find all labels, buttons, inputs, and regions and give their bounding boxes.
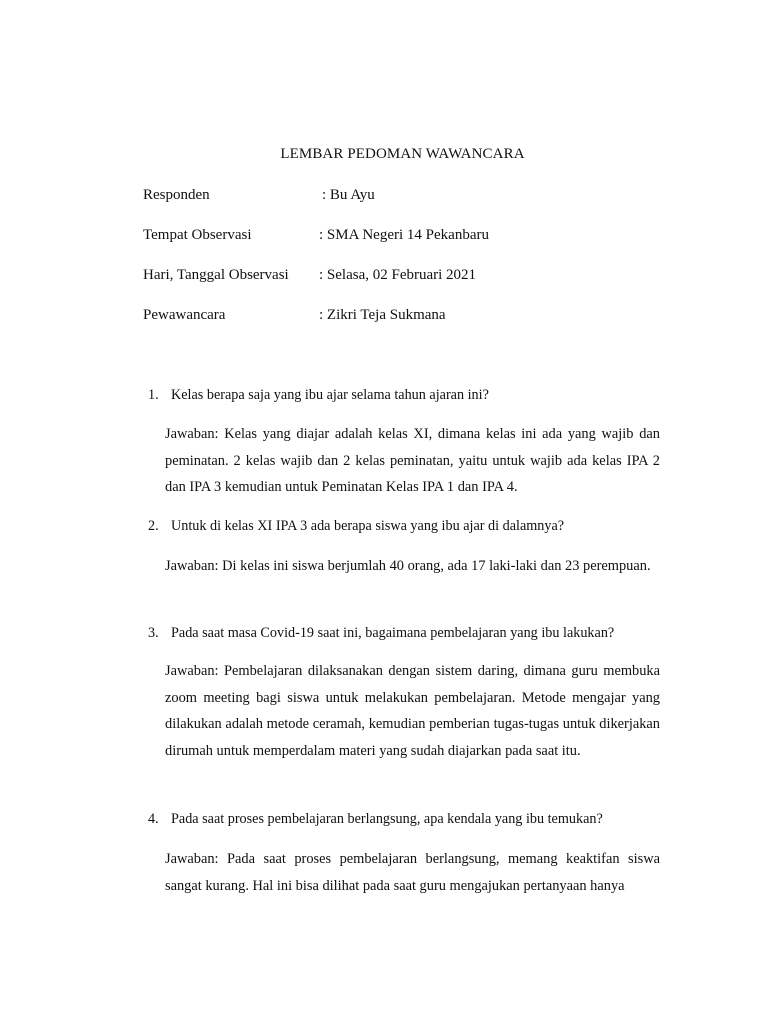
question-number: 4. xyxy=(148,811,159,827)
document-title: LEMBAR PEDOMAN WAWANCARA xyxy=(280,146,525,162)
meta-value: : SMA Negeri 14 Pekanbaru xyxy=(319,227,489,243)
answer-3: Jawaban: Pembelajaran dilaksanakan dengan sistem daring, dimana guru membuka zoom meeting bagi siswa untuk melakukan pembelajaran. Metode mengajar yang dilakukan adalah metode ceramah, kemudian pemberian tugas-tugas untuk dikerjakan dirumah untuk memperdalam materi yang sudah diajarkan pada saat itu. xyxy=(165,663,660,759)
meta-label: Pewawancara xyxy=(143,307,226,323)
question-number: 3. xyxy=(148,625,159,641)
meta-value: : Bu Ayu xyxy=(322,187,375,203)
question-number: 2. xyxy=(148,518,159,534)
question-text: Kelas berapa saja yang ibu ajar selama tahun ajaran ini? xyxy=(171,387,489,403)
answer-1: Jawaban: Kelas yang diajar adalah kelas XI, dimana kelas ini ada yang wajib dan peminatan. 2 kelas wajib dan 2 kelas peminatan, yaitu untuk wajib ada kelas IPA 2 dan IPA 3 kemudian untuk Peminatan Kelas IPA 1 dan IPA 4. xyxy=(165,426,660,496)
question-text: Pada saat masa Covid-19 saat ini, bagaimana pembelajaran yang ibu lakukan? xyxy=(171,625,615,641)
question-number: 1. xyxy=(148,387,159,403)
question-text: Pada saat proses pembelajaran berlangsung, apa kendala yang ibu temukan? xyxy=(171,811,603,827)
meta-value: : Selasa, 02 Februari 2021 xyxy=(319,267,477,283)
answer-2: Jawaban: Di kelas ini siswa berjumlah 40 orang, ada 17 laki-laki dan 23 perempuan. xyxy=(165,558,651,574)
meta-label: Tempat Observasi xyxy=(143,227,252,243)
answer-4: Jawaban: Pada saat proses pembelajaran berlangsung, memang keaktifan siswa sangat kurang. Hal ini bisa dilihat pada saat guru mengajukan pertanyaan hanya xyxy=(165,851,660,894)
question-text: Untuk di kelas XI IPA 3 ada berapa siswa yang ibu ajar di dalamnya? xyxy=(171,518,565,534)
meta-label: Hari, Tanggal Observasi xyxy=(143,267,289,283)
meta-label: Responden xyxy=(143,187,210,203)
meta-value: : Zikri Teja Sukmana xyxy=(319,307,446,323)
